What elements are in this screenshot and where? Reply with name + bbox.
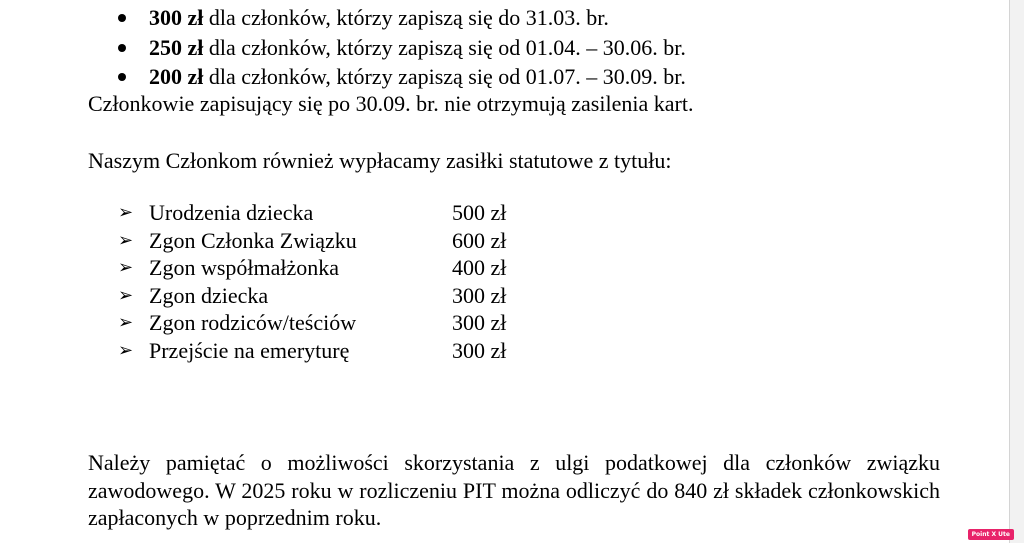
benefit-amount: 300 zł — [452, 337, 507, 363]
tier-text: dla członków, którzy zapiszą się do 31.03. br. — [203, 5, 609, 30]
corner-badge: Point X Ute — [968, 529, 1014, 540]
benefit-amount: 600 zł — [452, 227, 507, 253]
tax-relief-paragraph: Należy pamiętać o możliwości skorzystania z ulgi podatkowej dla członków związku zawodowego. W 2025 roku w rozliczeniu PIT można odliczyć do 840 zł składek członkowskich zapłaconych w poprzednim roku. — [88, 450, 940, 530]
benefit-amount: 500 zł — [452, 200, 507, 225]
tier-text: dla członków, którzy zapiszą się od 01.07. – 30.09. br. — [203, 64, 686, 89]
tier-text: dla członków, którzy zapiszą się od 01.04. – 30.06. br. — [203, 34, 686, 60]
benefit-amount: 400 zł — [452, 255, 507, 281]
benefit-label: Zgon współmałżonka — [149, 255, 340, 281]
arrow-bullet-icon: ➢ — [118, 312, 134, 334]
benefit-label: Przejście na emeryturę — [149, 337, 350, 363]
arrow-bullet-icon: ➢ — [118, 284, 134, 306]
tier-item — [118, 3, 686, 33]
tier-item — [118, 33, 686, 63]
tier-amount: 200 zł — [149, 64, 204, 89]
late-note: Członkowie zapisujący się po 30.09. br. nie otrzymują zasilenia kart. — [88, 91, 694, 116]
arrow-bullet-icon: ➢ — [118, 229, 134, 251]
bullet-icon — [118, 44, 126, 52]
benefit-amount: 300 zł — [452, 310, 507, 336]
benefit-amount: 300 zł — [452, 282, 507, 308]
bullet-icon — [118, 14, 126, 22]
arrow-bullet-icon: ➢ — [118, 257, 134, 279]
arrow-bullet-icon: ➢ — [118, 339, 134, 361]
bullet-icon — [118, 73, 126, 81]
benefit-label: Zgon rodziców/teściów — [149, 310, 357, 336]
benefit-label: Zgon Członka Związku — [149, 227, 357, 253]
tier-amount: 250 zł — [149, 34, 204, 60]
tier-item — [118, 62, 686, 92]
benefit-label: Urodzenia dziecka — [149, 200, 314, 225]
benefit-label: Zgon dziecka — [149, 282, 269, 308]
contribution-tier-list — [118, 3, 686, 92]
arrow-bullet-icon: ➢ — [118, 202, 134, 223]
tier-amount: 300 zł — [149, 5, 204, 30]
page-edge — [1009, 0, 1024, 543]
benefits-intro: Naszym Członkom również wypłacamy zasiłki statutowe z tytułu: — [88, 148, 672, 173]
